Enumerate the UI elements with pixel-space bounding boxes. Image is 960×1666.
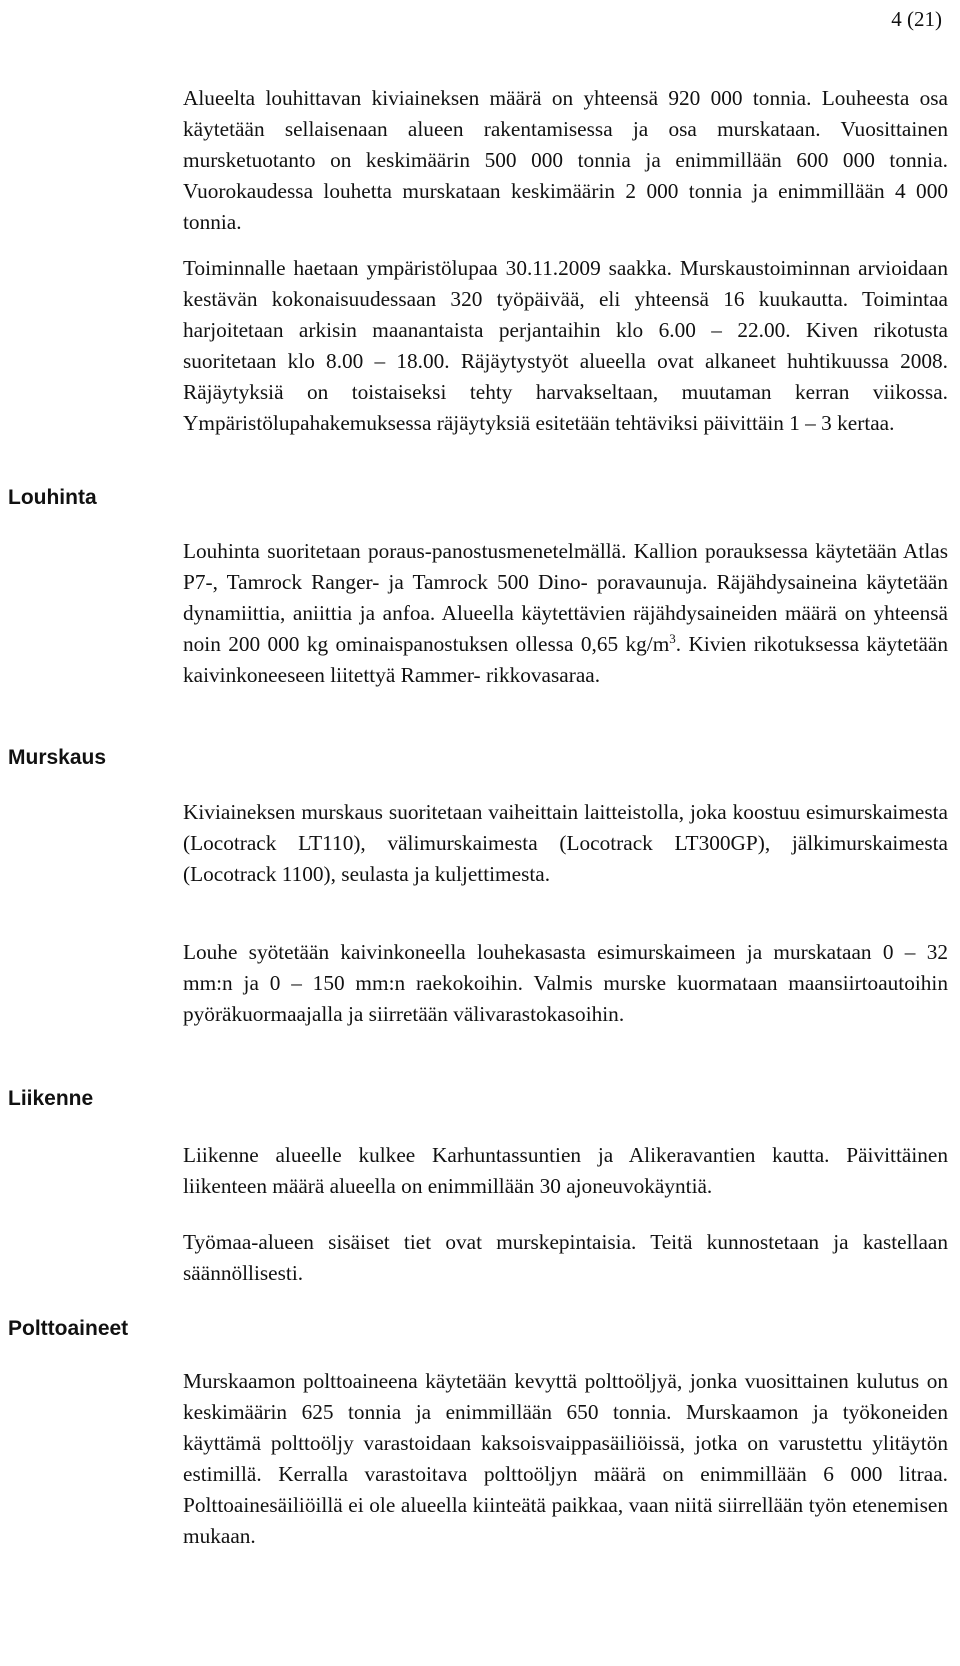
superscript: 3 — [669, 630, 676, 646]
paragraph-roads: Työmaa-alueen sisäiset tiet ovat murskepintaisia. Teitä kunnostetaan ja kastellaan säännöllisesti. — [183, 1230, 948, 1285]
heading-liikenne: Liikenne — [8, 1087, 94, 1110]
paragraph-louhinta — [183, 536, 948, 691]
paragraph-murskaus-process: Louhe syötetään kaivinkoneella louhekasasta esimurskaimeen ja murskataan 0 – 32 mm:n ja 0 – 150 mm:n raekokoihin. Valmis murske kuormataan maansiirtoautoihin pyöräkuormaajalla ja siirretään välivarastokasoihin. — [183, 940, 948, 1026]
paragraph-louhinta-text: Louhinta suoritetaan poraus-panostusmenetelmällä. Kallion porauksessa käytetään Atlas P7-, Tamrock Ranger- ja Tamrock 500 Dino- poravaunuja. Räjähdysaineina käytetään dynamiittia, aniittia ja anfoa. Alueella käytettävien räjähdysaineiden määrä on yhteensä noin 200 000 kg ominaispanostuksen ollessa 0,65 kg/m — [183, 539, 948, 656]
paragraph-intro: Alueelta louhittavan kiviaineksen määrä on yhteensä 920 000 tonnia. Louheesta osa käytetään sellaisenaan alueen rakentamisessa ja osa murskataan. Vuosittainen mursketuotanto on keskimäärin 500 000 tonnia ja enimmillään 600 000 tonnia. Vuorokaudessa louhetta murskataan keskimäärin 2 000 tonnia ja enimmillään 4 000 tonnia. — [183, 86, 948, 234]
paragraph-murskaus-equipment: Kiviaineksen murskaus suoritetaan vaiheittain laitteistolla, joka koostuu esimurskaimesta (Locotrack LT110), välimurskaimesta (Locotrack LT300GP), jälkimurskaimesta (Locotrack 1100), seulasta ja kuljettimesta. — [183, 800, 948, 886]
paragraph-liikenne: Liikenne alueelle kulkee Karhuntassuntien ja Alikeravantien kautta. Päivittäinen liikenteen määrä alueella on enimmillään 30 ajoneuvokäyntiä. — [183, 1143, 948, 1198]
heading-murskaus: Murskaus — [8, 746, 107, 769]
page-number: 4 (21) — [891, 7, 942, 31]
heading-louhinta: Louhinta — [8, 486, 97, 509]
heading-polttoaineet: Polttoaineet — [8, 1317, 129, 1340]
paragraph-louhinta-text-end: . Kivien rikotuksessa käytetään kaivinkoneeseen liitettyä Rammer- rikkovasaraa. — [183, 632, 948, 687]
paragraph-polttoaineet: Murskaamon polttoaineena käytetään kevyttä polttoöljyä, jonka vuosittainen kulutus on keskimäärin 625 tonnia ja enimmillään 650 tonnia. Murskaamon ja työkoneiden käyttämä polttoöljy varastoidaan kaksoisvaippasäiliöissä, jotka on varustettu ylitäytön estimillä. Kerralla varastoitava polttoöljyn määrä on enimmillään 6 000 litraa. Polttoainesäiliöillä ei ole alueella kiinteätä paikkaa, vaan niitä siirrellään työn etenemisen mukaan. — [183, 1369, 948, 1548]
paragraph-permit: Toiminnalle haetaan ympäristölupaa 30.11.2009 saakka. Murskaustoiminnan arvioidaan kestävän kokonaisuudessaan 320 työpäivää, eli yhteensä 16 kuukautta. Toimintaa harjoitetaan arkisin maanantaista perjantaihin klo 6.00 – 22.00. Kiven rikotusta suoritetaan klo 8.00 – 18.00. Räjäytystyöt alueella ovat alkaneet huhtikuussa 2008. Räjäytyksiä on toistaiseksi tehty harvakseltaan, muutaman kerran viikossa. Ympäristölupahakemuksessa räjäytyksiä esitetään tehtäviksi päivittäin 1 – 3 kertaa. — [183, 256, 948, 435]
